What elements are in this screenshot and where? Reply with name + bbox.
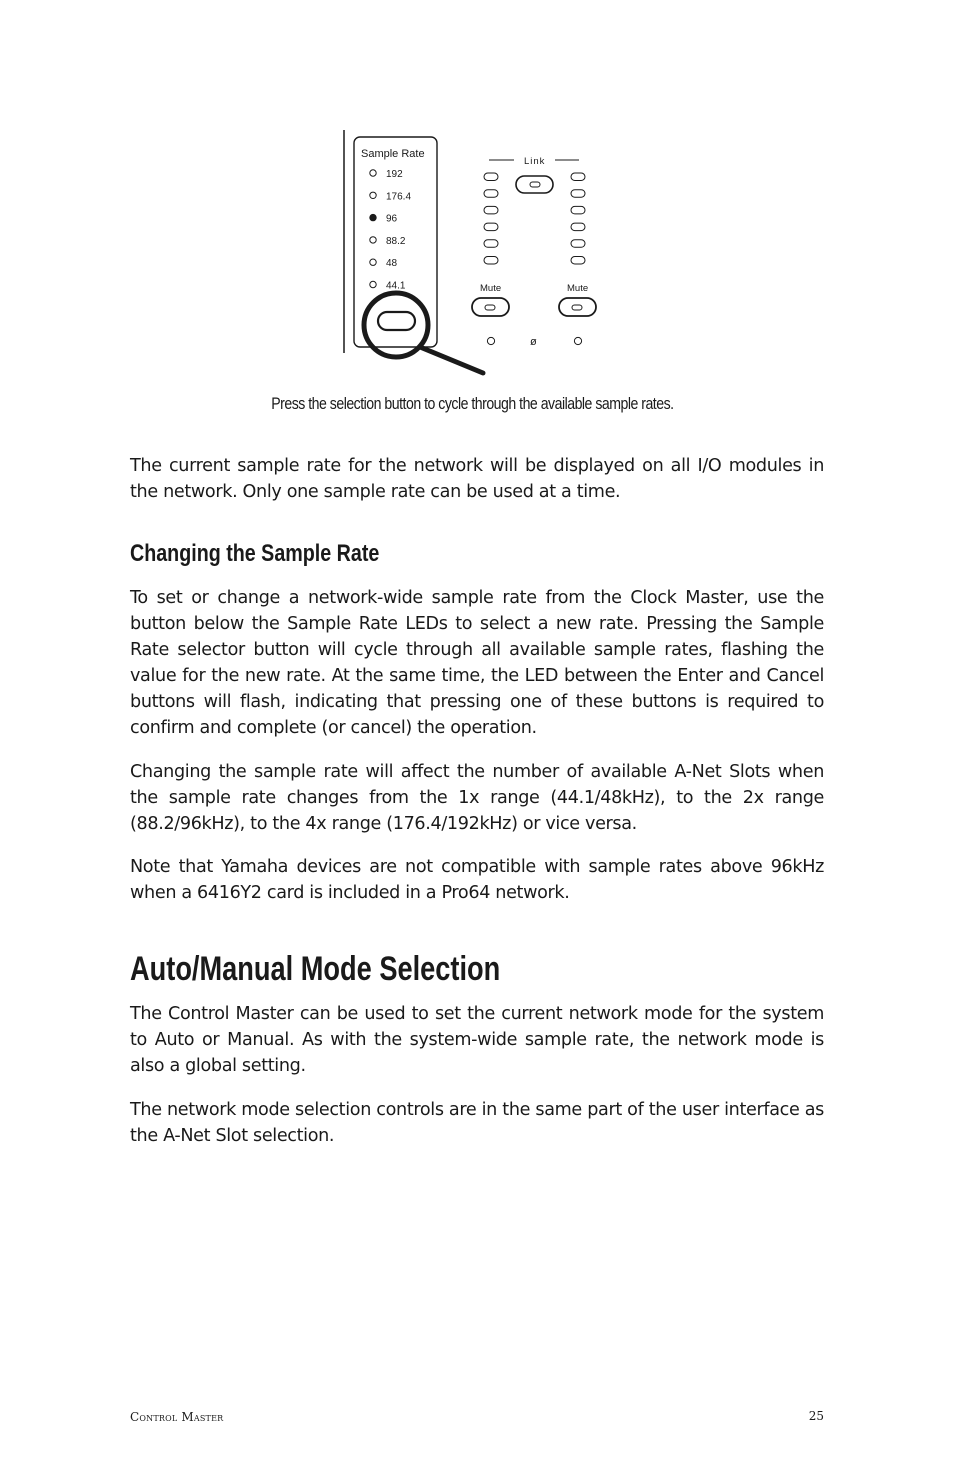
chapter-heading: Auto/Manual Mode Selection xyxy=(130,950,501,988)
link-button[interactable] xyxy=(516,176,553,193)
bottom-left-led xyxy=(487,337,494,344)
rate-led-list xyxy=(370,169,412,292)
sample-rate-figure xyxy=(340,125,620,380)
panel-title: Sample Rate xyxy=(361,148,425,160)
rate-label: 176.4 xyxy=(386,191,412,203)
rate-led xyxy=(370,214,376,220)
section-heading: Changing the Sample Rate xyxy=(130,540,380,567)
meter-led xyxy=(571,190,585,198)
meter-led xyxy=(484,173,498,181)
sample-rate-selector-button[interactable] xyxy=(378,312,415,330)
paragraph-1: The current sample rate for the network will be displayed on all I/O modules in the network. Only one sample rate can be used at a time. xyxy=(130,456,824,502)
mute-left-label: Mute xyxy=(480,283,502,294)
link-label: Link xyxy=(524,156,546,167)
mute-right-button[interactable] xyxy=(559,298,596,316)
figure-caption: Press the selection button to cycle through the available sample rates. xyxy=(271,394,674,413)
bottom-right-led xyxy=(574,337,581,344)
rate-led xyxy=(370,281,376,287)
meter-led xyxy=(571,223,585,231)
rate-led xyxy=(370,237,376,243)
meter-led xyxy=(571,240,585,248)
paragraph-2: To set or change a network-wide sample rate from the Clock Master, use the button below the Sample Rate LEDs to select a new rate. Pressing the Sample Rate selector button will cycle through all available sample rates, flashing the value for the new rate. At the same time, the LED between the Enter and Cancel buttons will flash, indicating that pressing one of these buttons is required to confirm and complete (or cancel) the operation. xyxy=(130,588,824,738)
mute-right-label: Mute xyxy=(567,283,589,294)
rate-label: 48 xyxy=(386,258,398,270)
paragraph-5: The Control Master can be used to set the current network mode for the system to Auto or Manual. As with the system-wide sample rate, the network mode is also a global setting. xyxy=(130,1004,824,1076)
paragraph-4: Note that Yamaha devices are not compatible with sample rates above 96kHz when a 6416Y2 card is included in a Pro64 network. xyxy=(130,857,824,903)
meter-led xyxy=(484,190,498,198)
rate-label: 88.2 xyxy=(386,235,406,247)
meter-led xyxy=(484,206,498,214)
left-meter-leds xyxy=(484,173,498,264)
paragraph-3: Changing the sample rate will affect the number of available A-Net Slots when the sample rate changes from the 1x range (44.1/48kHz), to the 2x range (88.2/96kHz), to the 4x range (176.4/192kHz) or vice versa. xyxy=(130,762,824,834)
right-meter-leds xyxy=(571,173,585,264)
rate-led xyxy=(370,192,376,198)
meter-led xyxy=(571,206,585,214)
footer-title: Control Master xyxy=(130,1410,224,1424)
meter-led xyxy=(571,257,585,265)
meter-led xyxy=(571,173,585,181)
rate-label: 96 xyxy=(386,213,398,225)
paragraph-6: The network mode selection controls are in the same part of the user interface as the A-Net Slot selection. xyxy=(130,1100,824,1146)
meter-led xyxy=(484,257,498,265)
meter-led xyxy=(484,240,498,248)
rate-label: 44.1 xyxy=(386,280,406,292)
rate-led xyxy=(370,259,376,265)
page-number: 25 xyxy=(808,1409,824,1423)
meter-led xyxy=(484,223,498,231)
rate-led xyxy=(370,170,376,176)
mute-left-button[interactable] xyxy=(472,298,509,316)
phase-symbol: ø xyxy=(530,336,537,348)
magnifier-handle xyxy=(420,347,483,373)
rate-label: 192 xyxy=(386,169,403,180)
